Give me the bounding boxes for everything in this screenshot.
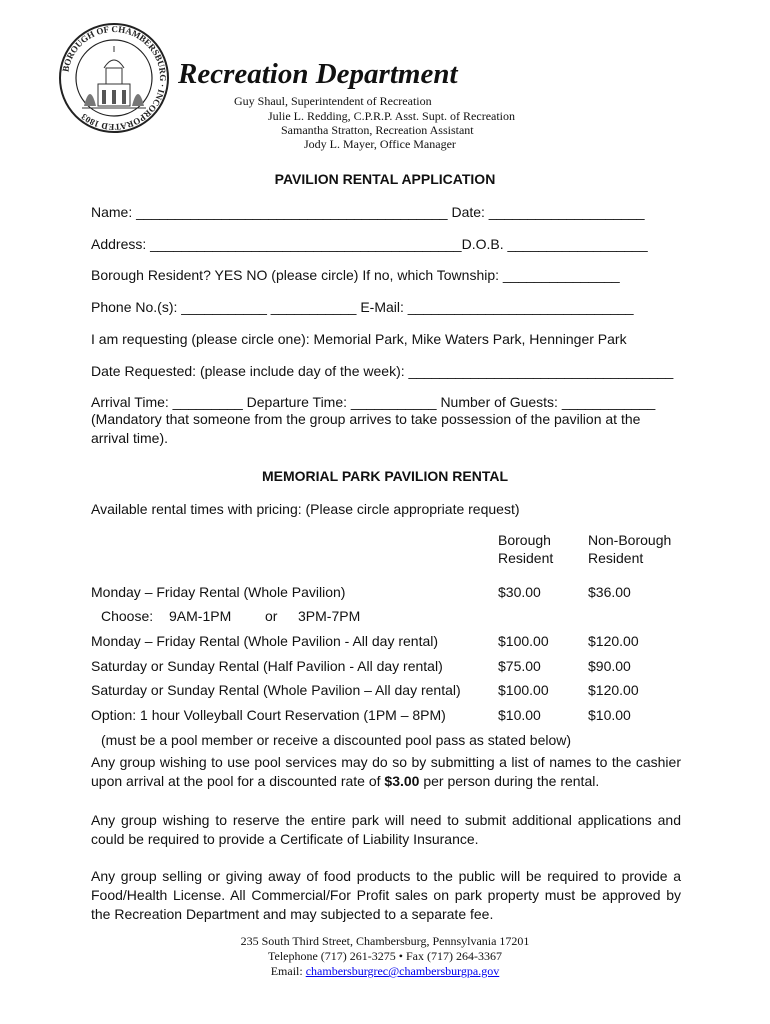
rate-borough-weekday-allday: $100.00 [498, 633, 549, 649]
name-date-field[interactable]: Name: ________________________________________ Date: ____________________ [91, 204, 645, 220]
choose-or: or [265, 608, 278, 624]
column-header-nonborough: Non-Borough Resident [588, 532, 672, 566]
rate-borough-weekend-half: $75.00 [498, 658, 541, 674]
rate-label-volleyball: Option: 1 hour Volleyball Court Reservation (1PM – 8PM) [91, 707, 446, 723]
rate-label-weekend-half: Saturday or Sunday Rental (Half Pavilion - All day rental) [91, 658, 443, 674]
rate-nonborough-weekend-half: $90.00 [588, 658, 631, 674]
borough-seal [58, 22, 170, 134]
footer-address: 235 South Third Street, Chambersburg, Pennsylvania 17201 [240, 934, 530, 948]
resident-township-field[interactable]: Borough Resident? YES NO (please circle) If no, which Township: _______________ [91, 267, 620, 283]
rate-nonborough-volleyball: $10.00 [588, 707, 631, 723]
arrival-departure-guests-field[interactable]: Arrival Time: _________ Departure Time: ___________ Number of Guests: ____________ [91, 394, 656, 410]
rate-borough-volleyball: $10.00 [498, 707, 541, 723]
address-dob-field[interactable]: Address: ________________________________________D.O.B. __________________ [91, 236, 648, 252]
staff-line-assistant: Samantha Stratton, Recreation Assistant [281, 123, 474, 137]
park-selection-field[interactable]: I am requesting (please circle one): Memorial Park, Mike Waters Park, Henninger Park [91, 331, 627, 347]
rate-borough-weekday-whole: $30.00 [498, 584, 541, 600]
choose-label: Choose: [101, 608, 154, 624]
rate-nonborough-weekday-allday: $120.00 [588, 633, 639, 649]
time-option-morning[interactable]: 9AM-1PM [169, 608, 232, 624]
time-option-afternoon[interactable]: 3PM-7PM [298, 608, 361, 624]
pool-discount-rate: $3.00 [384, 773, 420, 789]
volleyball-note: (must be a pool member or receive a discounted pool pass as stated below) [101, 732, 572, 748]
mandatory-note: (Mandatory that someone from the group arrives to take possession of the pavilion at the arrival time). [91, 411, 641, 446]
staff-line-office-manager: Jody L. Mayer, Office Manager [304, 137, 456, 151]
form-heading: PAVILION RENTAL APPLICATION [274, 171, 496, 187]
food-license-paragraph: Any group selling or giving away of food products to the public will be required to provide a Food/Health License. All Commercial/For Profit sales on park property must be approved by the Recreation Department and may subjected to a separate fee. [91, 868, 681, 922]
email-link[interactable]: chambersburgrec@chambersburgpa.gov [305, 964, 500, 978]
department-title: Recreation Department [178, 58, 458, 90]
memorial-park-heading: MEMORIAL PARK PAVILION RENTAL [261, 468, 509, 484]
date-requested-field[interactable]: Date Requested: (please include day of the week): __________________________________ [91, 363, 674, 379]
rate-label-weekday-whole: Monday – Friday Rental (Whole Pavilion) [91, 584, 346, 600]
phone-email-field[interactable]: Phone No.(s): ___________ ___________ E-Mail: _____________________________ [91, 299, 634, 315]
staff-line-superintendent: Guy Shaul, Superintendent of Recreation [234, 94, 432, 108]
entire-park-paragraph: Any group wishing to reserve the entire park will need to submit additional applications and could be required to provide a Certificate of Liability Insurance. [91, 812, 681, 847]
footer-email: Email: chambersburgrec@chambersburgpa.gov [270, 964, 500, 978]
rate-label-weekday-allday: Monday – Friday Rental (Whole Pavilion - All day rental) [91, 633, 439, 649]
rate-label-weekend-whole: Saturday or Sunday Rental (Whole Pavilion – All day rental) [91, 682, 461, 698]
rate-borough-weekend-whole: $100.00 [498, 682, 549, 698]
seal-lettering: BOROUGH OF CHAMBERSBURG · INCORPORATED 1803 [60, 23, 169, 133]
rate-nonborough-weekend-whole: $120.00 [588, 682, 639, 698]
footer-phone-fax: Telephone (717) 261-3275 • Fax (717) 264-3367 [268, 949, 502, 963]
pricing-intro: Available rental times with pricing: (Please circle appropriate request) [91, 501, 520, 517]
rate-nonborough-weekday-whole: $36.00 [588, 584, 631, 600]
pool-services-paragraph: Any group wishing to use pool services may do so by submitting a list of names to the cashier upon arrival at the pool for a discounted rate of $3.00 per person during the rental. [91, 754, 681, 789]
staff-line-asst-supt: Julie L. Redding, C.P.R.P. Asst. Supt. of Recreation [268, 109, 516, 123]
column-header-borough: Borough Resident [498, 532, 554, 566]
seal-graphic [58, 22, 170, 134]
